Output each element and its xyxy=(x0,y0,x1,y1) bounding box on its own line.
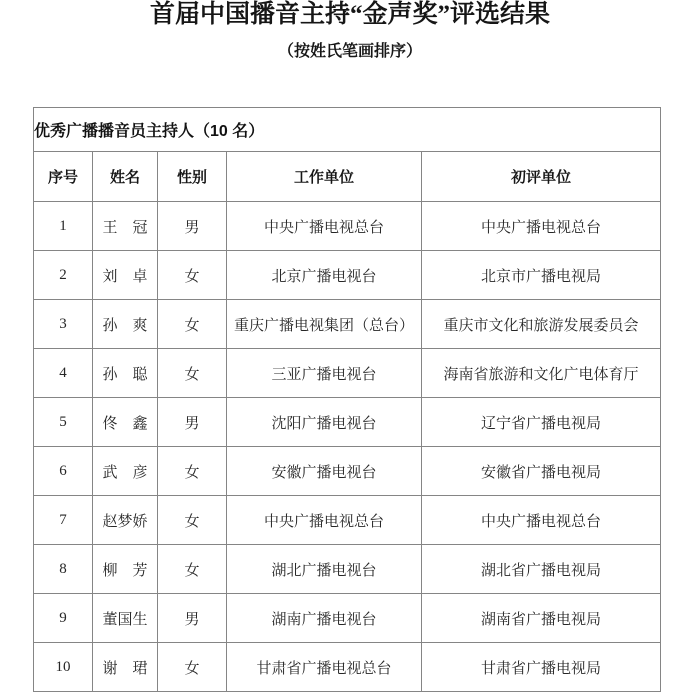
cell-gender: 女 xyxy=(158,643,227,692)
cell-gender: 男 xyxy=(158,594,227,643)
cell-gender: 男 xyxy=(158,398,227,447)
section-header-row xyxy=(34,108,661,152)
cell-name: 谢 珺 xyxy=(93,643,158,692)
cell-serial: 10 xyxy=(34,643,93,692)
cell-review-unit: 北京市广播电视局 xyxy=(422,251,661,300)
cell-serial: 4 xyxy=(34,349,93,398)
cell-review-unit: 安徽省广播电视局 xyxy=(422,447,661,496)
column-header-serial: 序号 xyxy=(34,152,93,202)
cell-serial: 8 xyxy=(34,545,93,594)
column-header-gender: 性别 xyxy=(158,152,227,202)
cell-serial: 5 xyxy=(34,398,93,447)
cell-gender: 男 xyxy=(158,202,227,251)
cell-name: 赵梦娇 xyxy=(93,496,158,545)
cell-name: 佟 鑫 xyxy=(93,398,158,447)
page-title: 首届中国播音主持“金声奖”评选结果 xyxy=(149,1,550,28)
cell-name: 孙 聪 xyxy=(93,349,158,398)
column-header-work-unit: 工作单位 xyxy=(227,152,422,202)
cell-work-unit: 中央广播电视总台 xyxy=(227,202,422,251)
cell-review-unit: 重庆市文化和旅游发展委员会 xyxy=(422,300,661,349)
cell-review-unit: 辽宁省广播电视局 xyxy=(422,398,661,447)
page-subtitle: （按姓氏笔画排序） xyxy=(277,43,422,60)
cell-work-unit: 重庆广播电视集团（总台） xyxy=(227,300,422,349)
cell-work-unit: 安徽广播电视台 xyxy=(227,447,422,496)
table-row xyxy=(34,447,661,496)
cell-gender: 女 xyxy=(158,545,227,594)
cell-name: 董国生 xyxy=(93,594,158,643)
table-row xyxy=(34,496,661,545)
cell-name: 武 彦 xyxy=(93,447,158,496)
document-header xyxy=(0,0,700,61)
cell-serial: 6 xyxy=(34,447,93,496)
cell-name: 刘 卓 xyxy=(93,251,158,300)
table-row xyxy=(34,300,661,349)
cell-review-unit: 湖北省广播电视局 xyxy=(422,545,661,594)
cell-name: 王 冠 xyxy=(93,202,158,251)
cell-work-unit: 湖北广播电视台 xyxy=(227,545,422,594)
cell-serial: 7 xyxy=(34,496,93,545)
cell-gender: 女 xyxy=(158,300,227,349)
cell-work-unit: 中央广播电视总台 xyxy=(227,496,422,545)
cell-serial: 2 xyxy=(34,251,93,300)
cell-work-unit: 湖南广播电视台 xyxy=(227,594,422,643)
cell-review-unit: 湖南省广播电视局 xyxy=(422,594,661,643)
cell-review-unit: 海南省旅游和文化广电体育厅 xyxy=(422,349,661,398)
cell-gender: 女 xyxy=(158,447,227,496)
cell-name: 柳 芳 xyxy=(93,545,158,594)
cell-work-unit: 三亚广播电视台 xyxy=(227,349,422,398)
table-row xyxy=(34,398,661,447)
cell-work-unit: 北京广播电视台 xyxy=(227,251,422,300)
column-header-row xyxy=(34,152,661,202)
cell-gender: 女 xyxy=(158,349,227,398)
cell-serial: 3 xyxy=(34,300,93,349)
table-row xyxy=(34,251,661,300)
cell-review-unit: 中央广播电视总台 xyxy=(422,496,661,545)
column-header-review-unit: 初评单位 xyxy=(422,152,661,202)
table-row xyxy=(34,545,661,594)
cell-gender: 女 xyxy=(158,496,227,545)
table-row xyxy=(34,643,661,692)
table-row xyxy=(34,202,661,251)
cell-gender: 女 xyxy=(158,251,227,300)
cell-review-unit: 甘肃省广播电视局 xyxy=(422,643,661,692)
results-table xyxy=(33,107,661,692)
column-header-name: 姓名 xyxy=(93,152,158,202)
cell-work-unit: 沈阳广播电视台 xyxy=(227,398,422,447)
cell-serial: 9 xyxy=(34,594,93,643)
cell-serial: 1 xyxy=(34,202,93,251)
cell-name: 孙 爽 xyxy=(93,300,158,349)
section-header: 优秀广播播音员主持人（10 名） xyxy=(34,108,661,152)
cell-work-unit: 甘肃省广播电视总台 xyxy=(227,643,422,692)
table-row xyxy=(34,349,661,398)
table-row xyxy=(34,594,661,643)
cell-review-unit: 中央广播电视总台 xyxy=(422,202,661,251)
